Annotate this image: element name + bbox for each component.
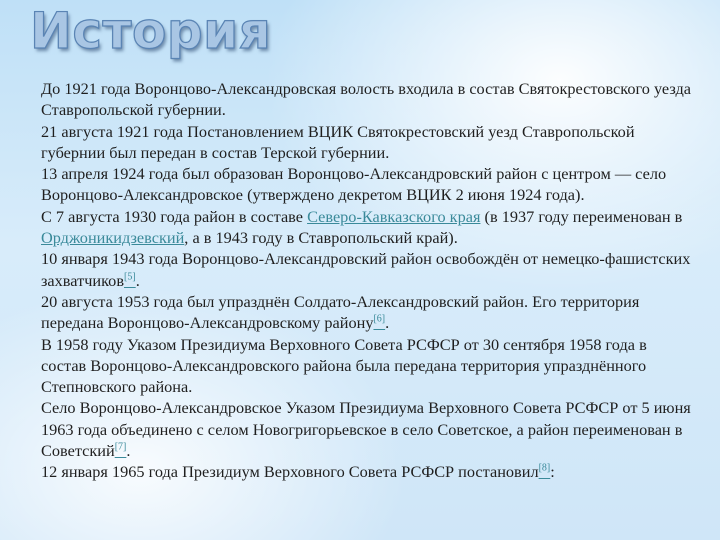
reference-link-5[interactable]	[124, 271, 136, 290]
reference-5[interactable]: [5]	[124, 271, 136, 283]
paragraph-1: До 1921 года Воронцово-Александровская волость входила в состав Святокрестовского уезда Ставропольской губернии.	[41, 79, 691, 120]
paragraph-6-text: 20 августа 1953 года был упразднён Солдато-Александровский район. Его территория передана Воронцово-Александровскому району	[41, 291, 640, 333]
reference-link-8[interactable]	[539, 462, 551, 481]
paragraph-4-text-b: (в 1937 году переименован в	[480, 206, 683, 226]
paragraph-2: 21 августа 1921 года Постановлением ВЦИК Святокрестовский уезд Ставропольской губернии был передан в состав Терской губернии.	[41, 121, 635, 162]
history-text	[41, 78, 696, 483]
reference-8[interactable]: [8]	[538, 462, 551, 474]
paragraph-8-end: .	[126, 441, 131, 461]
reference-link-7[interactable]	[115, 441, 127, 460]
paragraph-8	[41, 397, 696, 461]
paragraph-5-text: 10 января 1943 года Воронцово-Александровский район освобождён от немецко-фашистских захватчиков	[41, 249, 691, 290]
paragraph-4-text-a: С 7 августа 1930 года район в составе	[41, 206, 308, 226]
paragraph-5	[41, 248, 696, 291]
paragraph-9	[41, 461, 696, 482]
slide-title: История	[30, 2, 272, 60]
paragraph-9-text: 12 января 1965 года Президиум Верховного Совета РСФСР постановил	[41, 462, 539, 482]
reference-6[interactable]: [6]	[373, 313, 386, 325]
paragraph-4-text-c: , а в 1943 году в Ставропольский край).	[184, 228, 458, 248]
reference-link-6[interactable]	[373, 313, 385, 332]
paragraph-4	[41, 206, 696, 249]
paragraph-9-end: :	[550, 462, 555, 482]
reference-7[interactable]: [7]	[114, 441, 127, 453]
paragraph-5-end: .	[135, 270, 140, 290]
link-ordzhonikidze[interactable]: Орджоникидзевский	[41, 228, 185, 248]
paragraph-7: В 1958 году Указом Президиума Верховного Совета РСФСР от 30 сентября 1958 года в состав Воронцово-Александровского района была передана территория упразднённого Степновского района.	[41, 334, 647, 397]
paragraph-6-end: .	[385, 313, 390, 333]
paragraph-6	[41, 291, 696, 334]
paragraph-8-text: Село Воронцово-Александровское Указом Президиума Верховного Совета РСФСР от 5 июня 1963 года объединено с селом Новогригорьевское в село Советское, а район переименован в Советский	[41, 398, 691, 461]
link-north-caucasus-krai[interactable]: Северо-Кавказского края	[307, 206, 481, 226]
paragraph-3: 13 апреля 1924 года был образован Воронцово-Александровский район с центром — село Воронцово-Александровское (утверждено декретом ВЦИК 2 июня 1924 года).	[41, 164, 667, 205]
